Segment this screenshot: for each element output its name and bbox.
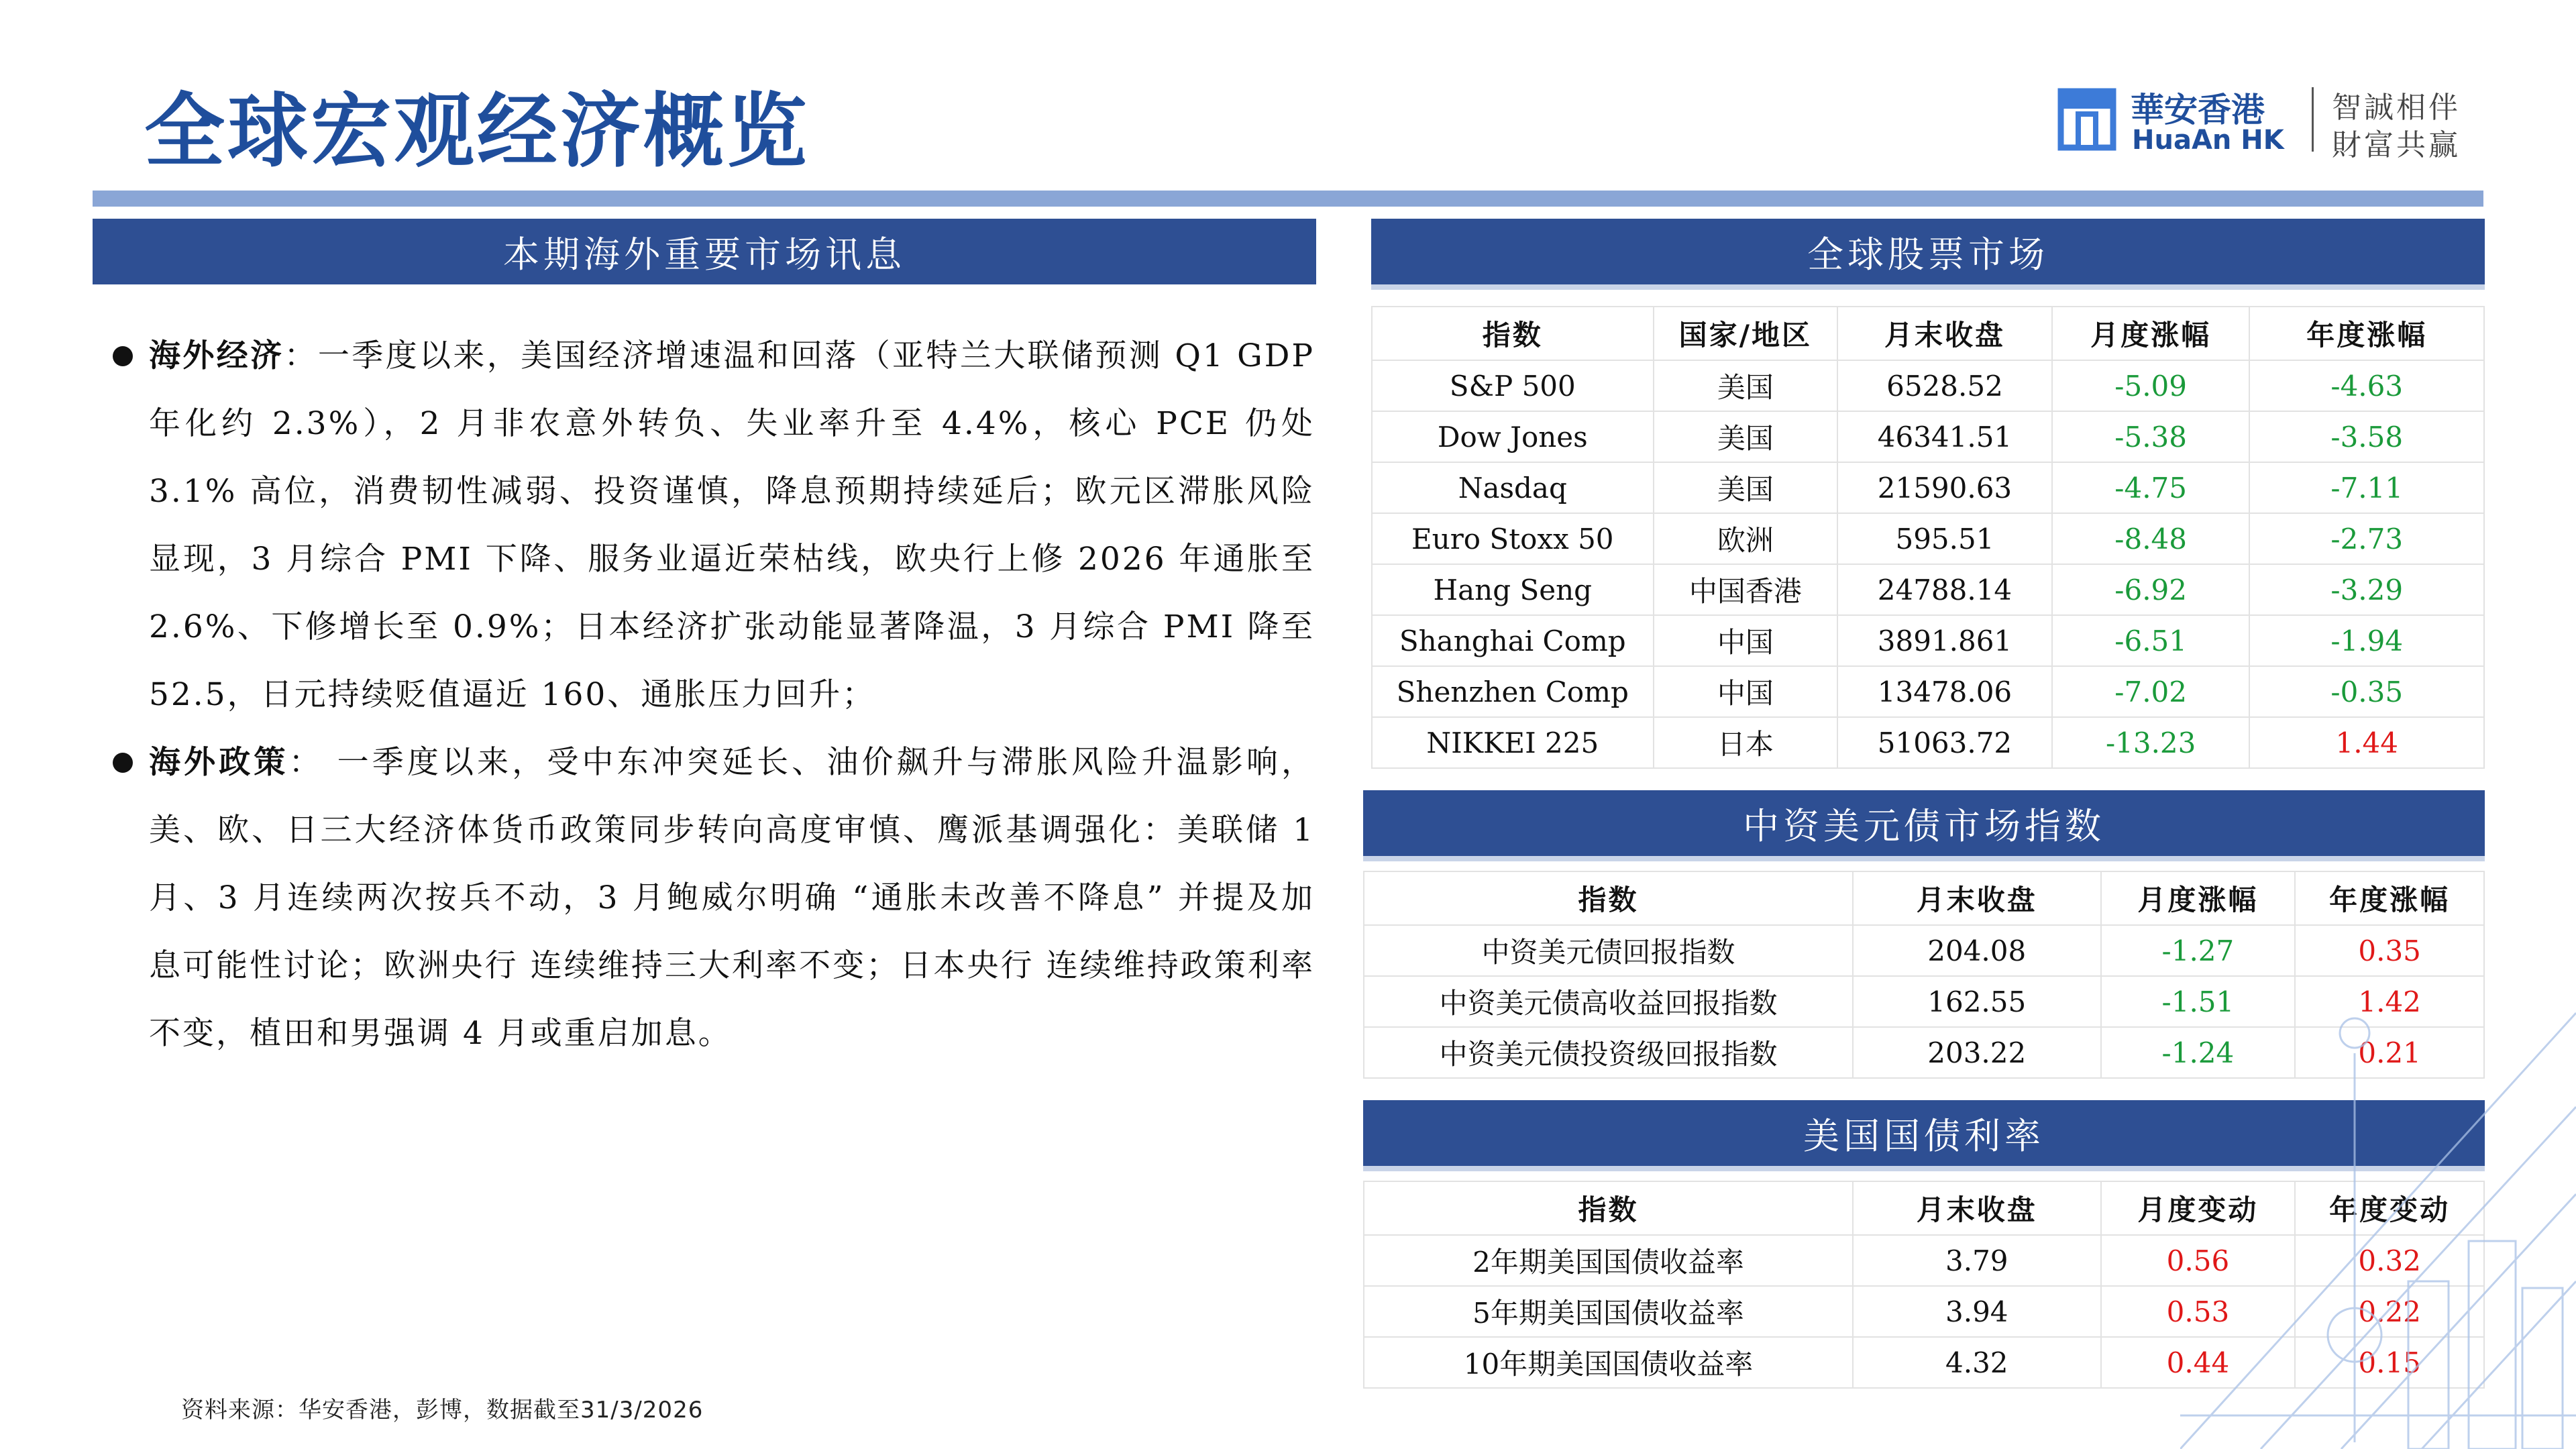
treasury-table — [1363, 1181, 2485, 1389]
monthly-change: 0.53 — [2101, 1286, 2296, 1337]
news-header: 本期海外重要市场讯息 — [93, 219, 1316, 284]
index-name: S&P 500 — [1372, 360, 1654, 411]
column-header: 月度涨幅 — [2052, 307, 2250, 360]
ytd-change: -2.73 — [2249, 513, 2484, 564]
index-name: Dow Jones — [1372, 411, 1654, 462]
column-header: 指数 — [1364, 871, 1853, 925]
table-row — [1364, 976, 2484, 1027]
region: 欧洲 — [1654, 513, 1838, 564]
treasury-header: 美国国债利率 — [1363, 1100, 2485, 1166]
index-name: Euro Stoxx 50 — [1372, 513, 1654, 564]
index-name: 中资美元债高收益回报指数 — [1364, 976, 1853, 1027]
close-value: 4.32 — [1853, 1337, 2101, 1388]
news-list — [107, 322, 1315, 1067]
close-value: 46341.51 — [1837, 411, 2052, 462]
region: 中国 — [1654, 666, 1838, 717]
bullet-icon — [113, 346, 133, 366]
region: 中国 — [1654, 615, 1838, 666]
ytd-change: 0.15 — [2295, 1337, 2484, 1388]
ytd-change: -3.58 — [2249, 411, 2484, 462]
close-value: 6528.52 — [1837, 360, 2052, 411]
ytd-change: 0.32 — [2295, 1235, 2484, 1286]
close-value: 3891.861 — [1837, 615, 2052, 666]
table-row — [1372, 513, 2484, 564]
region: 美国 — [1654, 462, 1838, 513]
close-value: 24788.14 — [1837, 564, 2052, 615]
news-item-title: 海外政策 — [149, 744, 289, 781]
news-item-economy — [107, 322, 1315, 729]
close-value: 162.55 — [1853, 976, 2101, 1027]
table-row — [1364, 1286, 2484, 1337]
ytd-change: -4.63 — [2249, 360, 2484, 411]
index-name: Shenzhen Comp — [1372, 666, 1654, 717]
table-row — [1372, 615, 2484, 666]
column-header: 指数 — [1372, 307, 1654, 360]
table-row — [1364, 1027, 2484, 1078]
close-value: 13478.06 — [1837, 666, 2052, 717]
monthly-change: -6.92 — [2052, 564, 2250, 615]
column-header: 月度变动 — [2101, 1181, 2296, 1235]
ytd-change: -3.29 — [2249, 564, 2484, 615]
table-row — [1372, 360, 2484, 411]
ytd-change: 1.44 — [2249, 717, 2484, 768]
monthly-change: -5.09 — [2052, 360, 2250, 411]
table-row — [1364, 1235, 2484, 1286]
column-header: 月度涨幅 — [2101, 871, 2296, 925]
region: 中国香港 — [1654, 564, 1838, 615]
index-name: Nasdaq — [1372, 462, 1654, 513]
close-value: 3.79 — [1853, 1235, 2101, 1286]
close-value: 595.51 — [1837, 513, 2052, 564]
column-header: 国家/地区 — [1654, 307, 1838, 360]
table-header-row — [1372, 307, 2484, 360]
table-row — [1372, 717, 2484, 768]
monthly-change: -8.48 — [2052, 513, 2250, 564]
source-note: 资料来源：华安香港，彭博，数据截至31/3/2026 — [181, 1397, 704, 1424]
close-value: 204.08 — [1853, 925, 2101, 976]
company-logo — [2057, 80, 2473, 161]
ytd-change: 0.35 — [2295, 925, 2484, 976]
table-row — [1372, 564, 2484, 615]
index-name: 10年期美国国债收益率 — [1364, 1337, 1853, 1388]
ytd-change: 1.42 — [2295, 976, 2484, 1027]
monthly-change: -1.51 — [2101, 976, 2296, 1027]
ytd-change: 0.22 — [2295, 1286, 2484, 1337]
monthly-change: -6.51 — [2052, 615, 2250, 666]
page-title: 全球宏观经济概览 — [144, 85, 810, 178]
column-header: 年度变动 — [2295, 1181, 2484, 1235]
table-row — [1372, 666, 2484, 717]
monthly-change: -4.75 — [2052, 462, 2250, 513]
equity-table — [1371, 306, 2485, 769]
ytd-change: -1.94 — [2249, 615, 2484, 666]
monthly-change: -5.38 — [2052, 411, 2250, 462]
monthly-change: 0.44 — [2101, 1337, 2296, 1388]
close-value: 3.94 — [1853, 1286, 2101, 1337]
close-value: 203.22 — [1853, 1027, 2101, 1078]
table-row — [1364, 925, 2484, 976]
column-header: 月末收盘 — [1853, 871, 2101, 925]
news-item-text: ：一季度以来，美国经济增速温和回落（亚特兰大联储预测 Q1 GDP 年化约 2.3%），2 月非农意外转负、失业率升至 4.4%，核心 PCE 仍处 3.1% 高位，消费韧性减弱、投资谨慎，降息预期持续延后；欧元区滞胀风险显现，3 月综合 PMI 下降、服务业逼近荣枯线，欧央行上修 2026 年通胀至 2.6%、下修增长至 0.9%；日本经济扩张动能显著降温，3 月综合 PMI 降至 52.5，日元持续贬值逼近 160、通胀压力回升； — [149, 337, 1315, 713]
region: 美国 — [1654, 411, 1838, 462]
table-header-row — [1364, 1181, 2484, 1235]
region: 日本 — [1654, 717, 1838, 768]
logo-name-cn: 華安香港 — [2131, 91, 2265, 129]
index-name: 中资美元债投资级回报指数 — [1364, 1027, 1853, 1078]
monthly-change: -1.24 — [2101, 1027, 2296, 1078]
ytd-change: -0.35 — [2249, 666, 2484, 717]
column-header: 月末收盘 — [1853, 1181, 2101, 1235]
table-header-row — [1364, 871, 2484, 925]
column-header: 指数 — [1364, 1181, 1853, 1235]
news-item-policy — [107, 729, 1315, 1067]
monthly-change: -7.02 — [2052, 666, 2250, 717]
table-row — [1372, 462, 2484, 513]
close-value: 51063.72 — [1837, 717, 2052, 768]
bond-index-header: 中资美元债市场指数 — [1363, 790, 2485, 856]
monthly-change: -1.27 — [2101, 925, 2296, 976]
index-name: 5年期美国国债收益率 — [1364, 1286, 1853, 1337]
ytd-change: -7.11 — [2249, 462, 2484, 513]
logo-slogan-2: 財富共赢 — [2332, 128, 2461, 162]
logo-name-en: HuaAn HK — [2132, 125, 2284, 156]
index-name: Shanghai Comp — [1372, 615, 1654, 666]
index-name: 中资美元债回报指数 — [1364, 925, 1853, 976]
ytd-change: 0.21 — [2295, 1027, 2484, 1078]
index-name: NIKKEI 225 — [1372, 717, 1654, 768]
huaan-logo-icon — [2057, 85, 2117, 152]
column-header: 月末收盘 — [1837, 307, 2052, 360]
close-value: 21590.63 — [1837, 462, 2052, 513]
index-name: Hang Seng — [1372, 564, 1654, 615]
region: 美国 — [1654, 360, 1838, 411]
news-item-title: 海外经济 — [149, 337, 284, 374]
header-divider-bar — [93, 191, 2483, 207]
table-row — [1364, 1337, 2484, 1388]
monthly-change: -13.23 — [2052, 717, 2250, 768]
bullet-icon — [113, 753, 133, 773]
equity-header: 全球股票市场 — [1371, 219, 2485, 284]
monthly-change: 0.56 — [2101, 1235, 2296, 1286]
column-header: 年度涨幅 — [2295, 871, 2484, 925]
index-name: 2年期美国国债收益率 — [1364, 1235, 1853, 1286]
bond-index-table — [1363, 871, 2485, 1079]
logo-divider — [2312, 87, 2314, 152]
column-header: 年度涨幅 — [2249, 307, 2484, 360]
news-item-text: ： 一季度以来，受中东冲突延长、油价飙升与滞胀风险升温影响，美、欧、日三大经济体货币政策同步转向高度审慎、鹰派基调强化：美联储 1 月、3 月连续两次按兵不动，3 月鲍威尔明确 “通胀未改善不降息” 并提及加息可能性讨论；欧洲央行 连续维持三大利率不变；日本央行 连续维持政策利率 不变，植田和男强调 4 月或重启加息。 — [149, 744, 1315, 1052]
logo-slogan-1: 智誠相伴 — [2332, 91, 2461, 125]
table-row — [1372, 411, 2484, 462]
